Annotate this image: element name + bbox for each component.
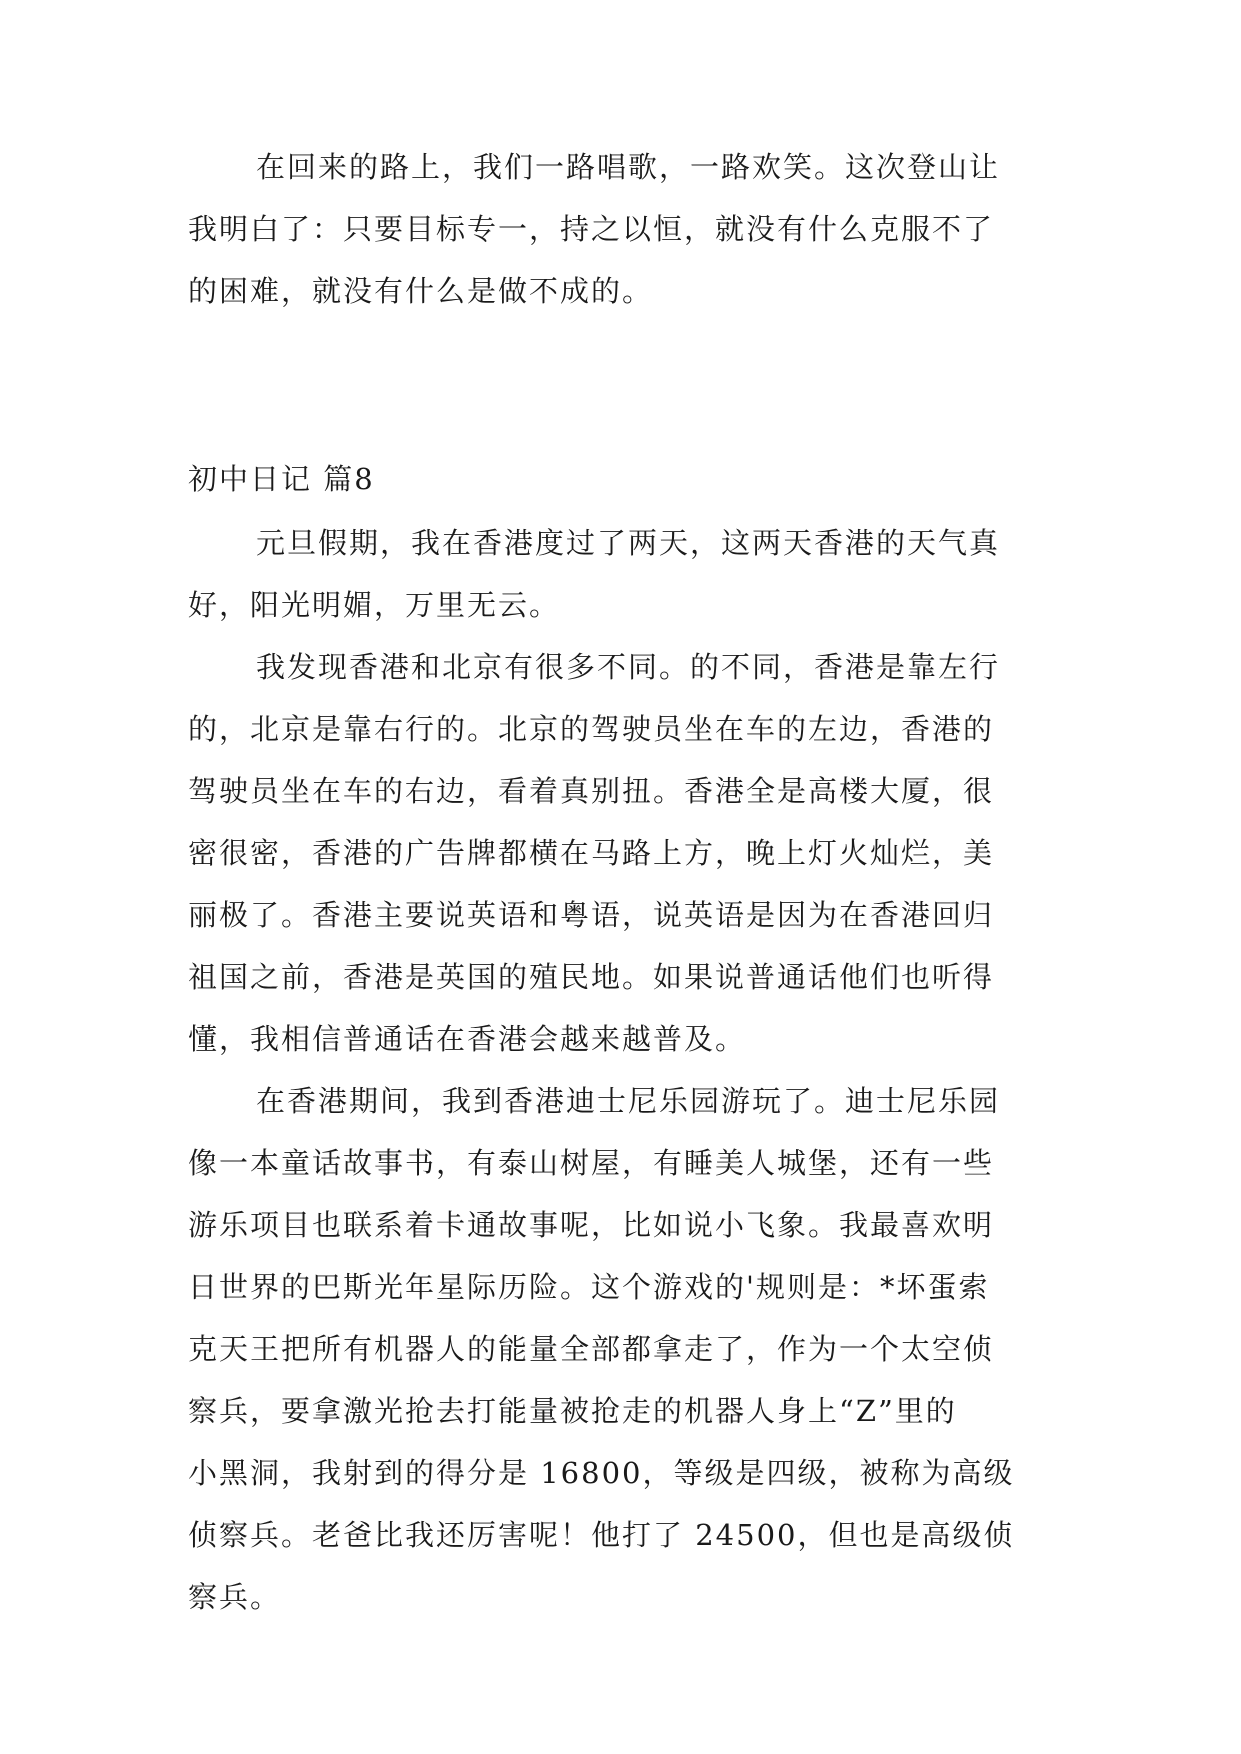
paragraph-line: 元旦假期，我在香港度过了两天，这两天香港的天气真 <box>256 526 1001 560</box>
paragraph-line: 侦察兵。老爸比我还厉害呢！他打了 24500，但也是高级侦 <box>188 1518 1015 1552</box>
paragraph-line: 在香港期间，我到香港迪士尼乐园游玩了。迪士尼乐园 <box>256 1084 1001 1118</box>
paragraph-line: 密很密，香港的广告牌都横在马路上方，晚上灯火灿烂，美 <box>188 836 995 870</box>
paragraph-line: 在回来的路上，我们一路唱歌，一路欢笑。这次登山让 <box>256 150 1001 184</box>
paragraph-line: 的困难，就没有什么是做不成的。 <box>188 274 654 308</box>
paragraph-line: 的，北京是靠右行的。北京的驾驶员坐在车的左边，香港的 <box>188 712 995 746</box>
paragraph-line: 日世界的巴斯光年星际历险。这个游戏的'规则是：*坏蛋索 <box>188 1270 990 1304</box>
paragraph-line: 像一本童话故事书，有泰山树屋，有睡美人城堡，还有一些 <box>188 1146 995 1180</box>
paragraph-line: 丽极了。香港主要说英语和粤语，说英语是因为在香港回归 <box>188 898 995 932</box>
paragraph-1 <box>188 450 1058 636</box>
paragraph-2 <box>188 636 1058 1070</box>
paragraph-line: 我发现香港和北京有很多不同。的不同，香港是靠左行 <box>256 650 1001 684</box>
paragraph-line: 好，阳光明媚，万里无云。 <box>188 588 561 622</box>
paragraph-line: 察兵。 <box>188 1580 282 1614</box>
intro-paragraph <box>188 136 1058 322</box>
paragraph-line: 察兵，要拿激光抢去打能量被抢走的机器人身上“Z”里的 <box>188 1394 957 1428</box>
paragraph-line: 祖国之前，香港是英国的殖民地。如果说普通话他们也听得 <box>188 960 995 994</box>
paragraph-line: 懂，我相信普通话在香港会越来越普及。 <box>188 1022 747 1056</box>
paragraph-3 <box>188 1070 1058 1628</box>
section-title: 初中日记 篇8 <box>188 462 375 496</box>
paragraph-line: 驾驶员坐在车的右边，看着真别扭。香港全是高楼大厦，很 <box>188 774 995 808</box>
paragraph-line: 小黑洞，我射到的得分是 16800，等级是四级，被称为高级 <box>188 1456 1015 1490</box>
paragraph-line: 我明白了：只要目标专一，持之以恒，就没有什么克服不了 <box>188 212 995 246</box>
paragraph-line: 游乐项目也联系着卡通故事呢，比如说小飞象。我最喜欢明 <box>188 1208 995 1242</box>
paragraph-line: 克天王把所有机器人的能量全部都拿走了，作为一个太空侦 <box>188 1332 995 1366</box>
